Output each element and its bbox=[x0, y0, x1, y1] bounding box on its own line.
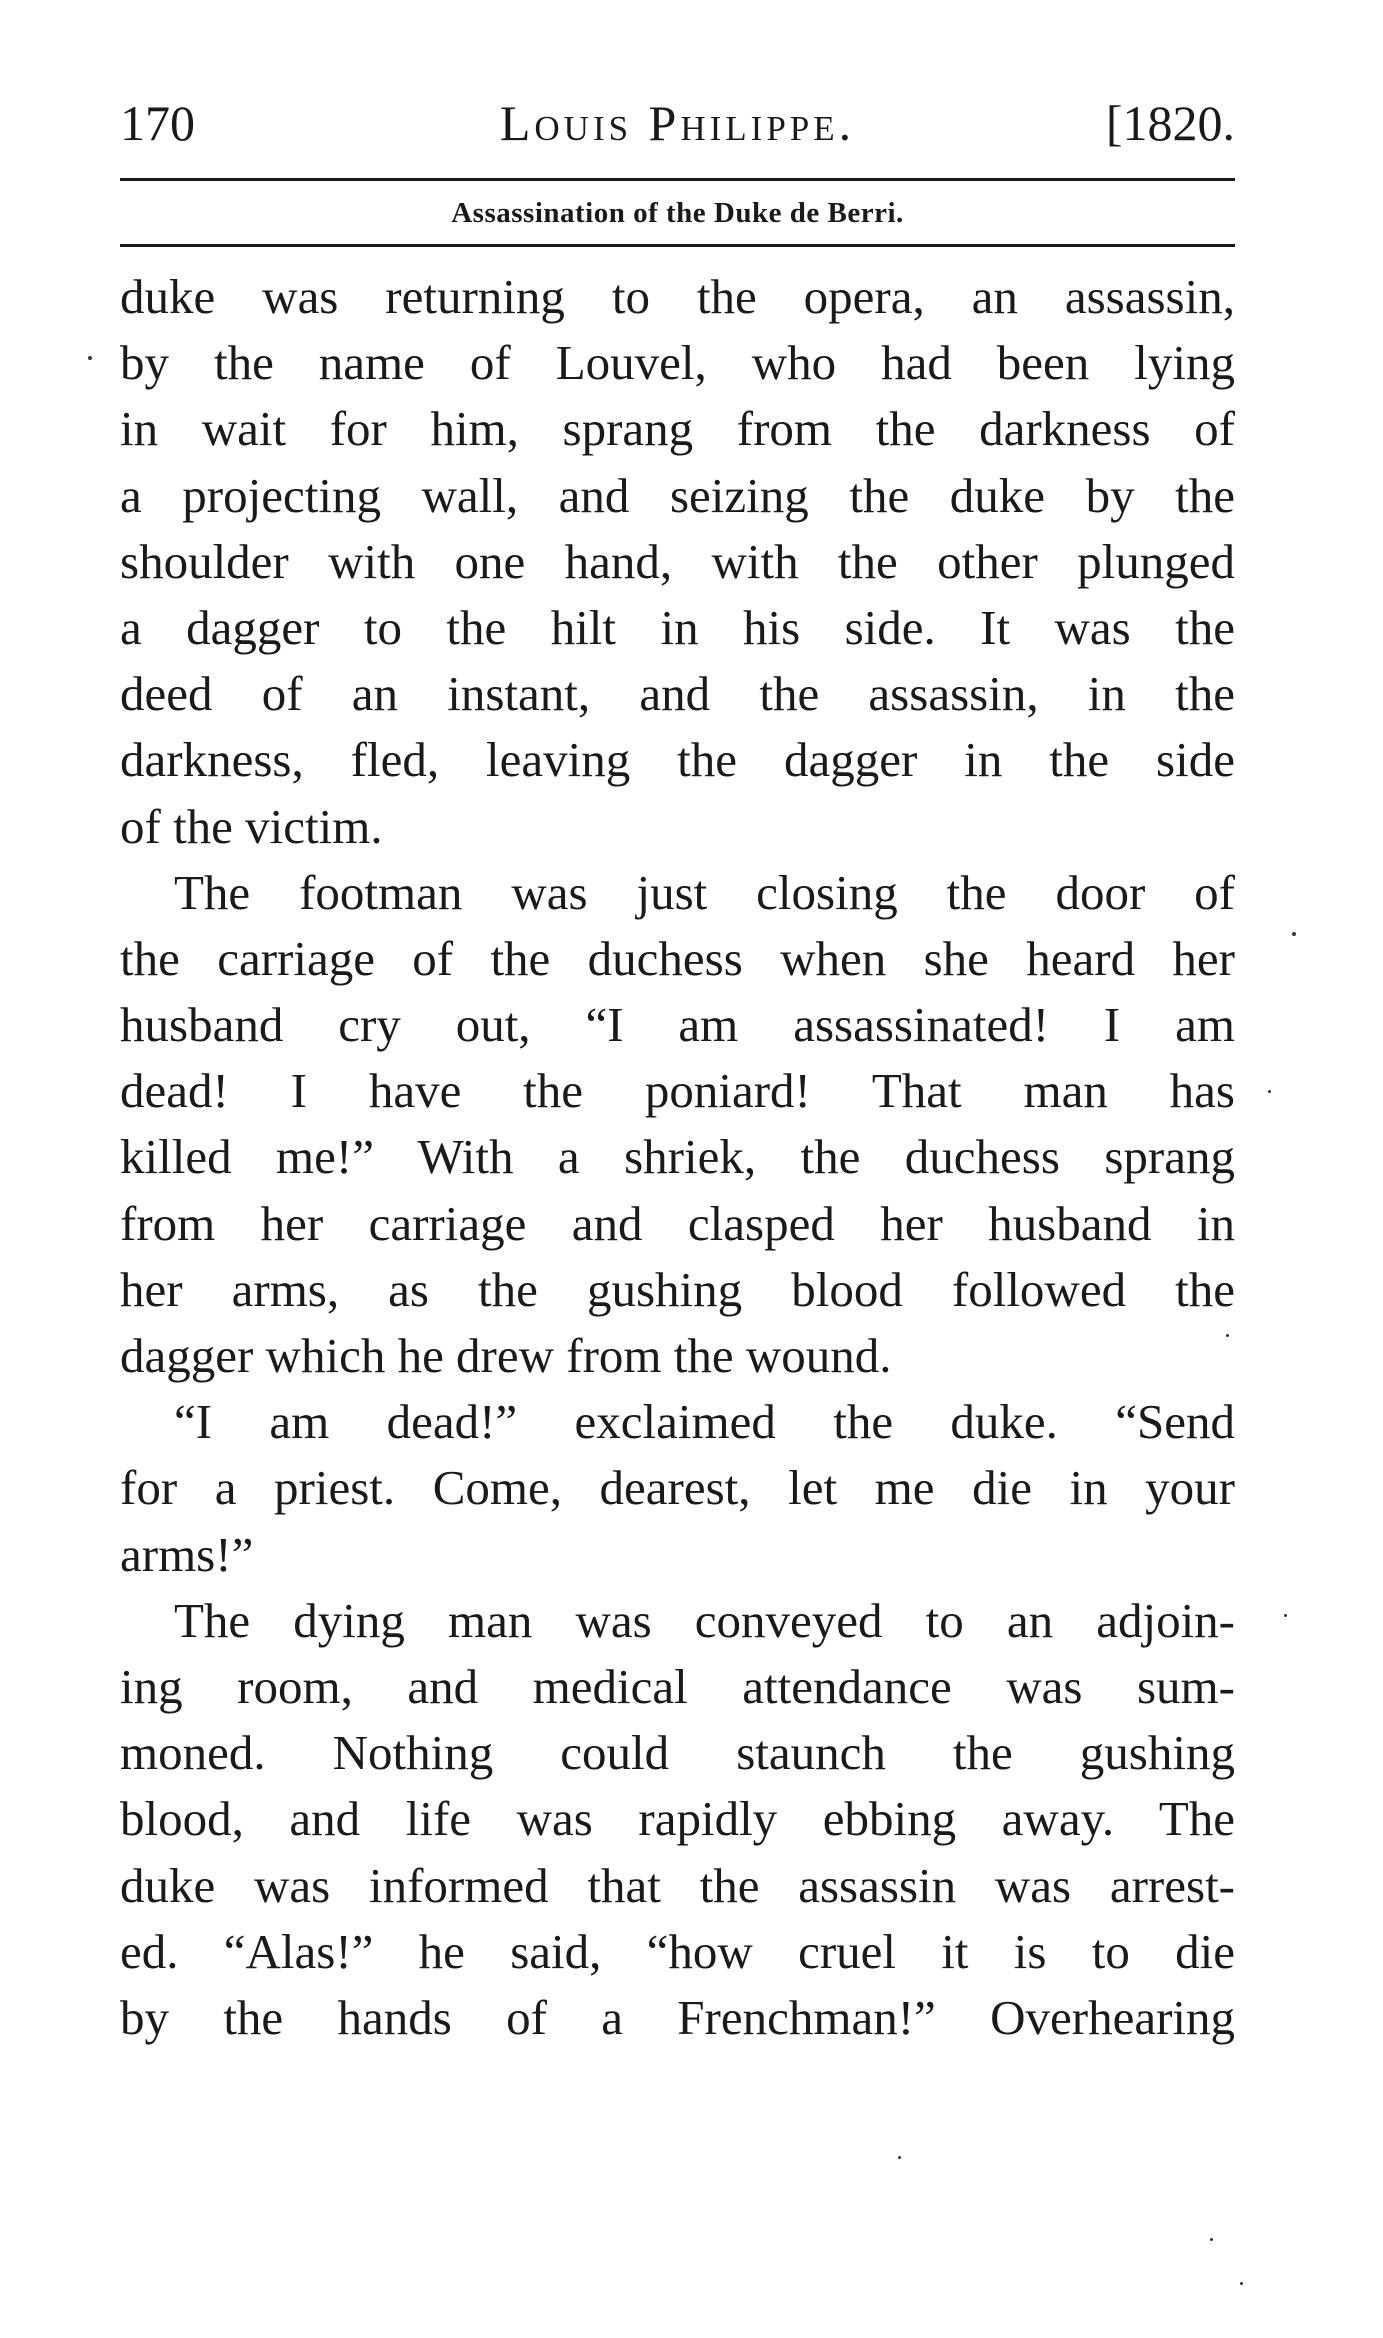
text-line: duke was returning to the opera, an assassin, bbox=[120, 269, 1235, 324]
print-speck bbox=[1240, 2282, 1243, 2285]
paragraph bbox=[120, 264, 1235, 860]
text-line: in wait for him, sprang from the darkness of bbox=[120, 401, 1235, 457]
print-speck bbox=[898, 2156, 901, 2159]
text-line: darkness, fled, leaving the dagger in the side bbox=[120, 732, 1235, 788]
paragraph bbox=[120, 1389, 1235, 1588]
text-line: “I am dead!” exclaimed the duke. “Send bbox=[174, 1394, 1235, 1450]
text-line: shoulder with one hand, with the other plunged bbox=[120, 533, 1235, 589]
text-line: a projecting wall, and seizing the duke by the bbox=[120, 467, 1235, 523]
text-line: the carriage of the duchess when she heard her bbox=[120, 930, 1235, 986]
text-line: from her carriage and clasped her husband in bbox=[120, 1195, 1235, 1251]
print-speck bbox=[1292, 932, 1296, 936]
text-line: deed of an instant, and the assassin, in the bbox=[120, 666, 1235, 722]
text-line: The footman was just closing the door of bbox=[174, 864, 1235, 920]
print-speck bbox=[1226, 1334, 1229, 1337]
print-speck bbox=[88, 356, 92, 360]
header-rule-top bbox=[120, 178, 1235, 181]
text-line: by the hands of a Frenchman!” Overhearing bbox=[120, 1989, 1235, 2045]
text-line: moned. Nothing could staunch the gushing bbox=[120, 1725, 1235, 1781]
text-line: dead! I have the poniard! That man has bbox=[120, 1063, 1235, 1119]
page-number: 170 bbox=[120, 95, 195, 151]
text-line: husband cry out, “I am assassinated! I am bbox=[120, 997, 1235, 1053]
body-text bbox=[120, 264, 1235, 2051]
text-line: duke was informed that the assassin was arrest- bbox=[120, 1857, 1235, 1913]
text-line: dagger which he drew from the wound. bbox=[120, 1328, 892, 1383]
paragraph bbox=[120, 860, 1235, 1390]
text-line: killed me!” With a shriek, the duchess sprang bbox=[120, 1129, 1235, 1185]
text-line: ed. “Alas!” he said, “how cruel it is to die bbox=[120, 1923, 1235, 1979]
running-head bbox=[120, 88, 1235, 158]
text-line: The dying man was conveyed to an adjoin- bbox=[174, 1592, 1235, 1648]
text-line: by the name of Louvel, who had been lying bbox=[120, 335, 1235, 391]
print-speck bbox=[1284, 1614, 1287, 1617]
header-rule-bottom bbox=[120, 244, 1235, 247]
text-line: of the victim. bbox=[120, 798, 383, 854]
print-speck bbox=[1210, 2238, 1213, 2241]
text-line: for a priest. Come, dearest, let me die in your bbox=[120, 1460, 1235, 1516]
paragraph bbox=[120, 1588, 1235, 2051]
running-year: [1820. bbox=[1105, 95, 1235, 151]
running-title: Louis Philippe. bbox=[499, 95, 856, 151]
section-subtitle: Assassination of the Duke de Berri. bbox=[451, 197, 904, 229]
text-line: arms!” bbox=[120, 1526, 254, 1582]
print-speck bbox=[1268, 1090, 1271, 1093]
text-line: her arms, as the gushing blood followed the bbox=[120, 1261, 1235, 1317]
text-line: ing room, and medical attendance was sum- bbox=[120, 1658, 1235, 1714]
text-line: blood, and life was rapidly ebbing away. The bbox=[120, 1791, 1235, 1847]
text-line: a dagger to the hilt in his side. It was the bbox=[120, 599, 1235, 655]
